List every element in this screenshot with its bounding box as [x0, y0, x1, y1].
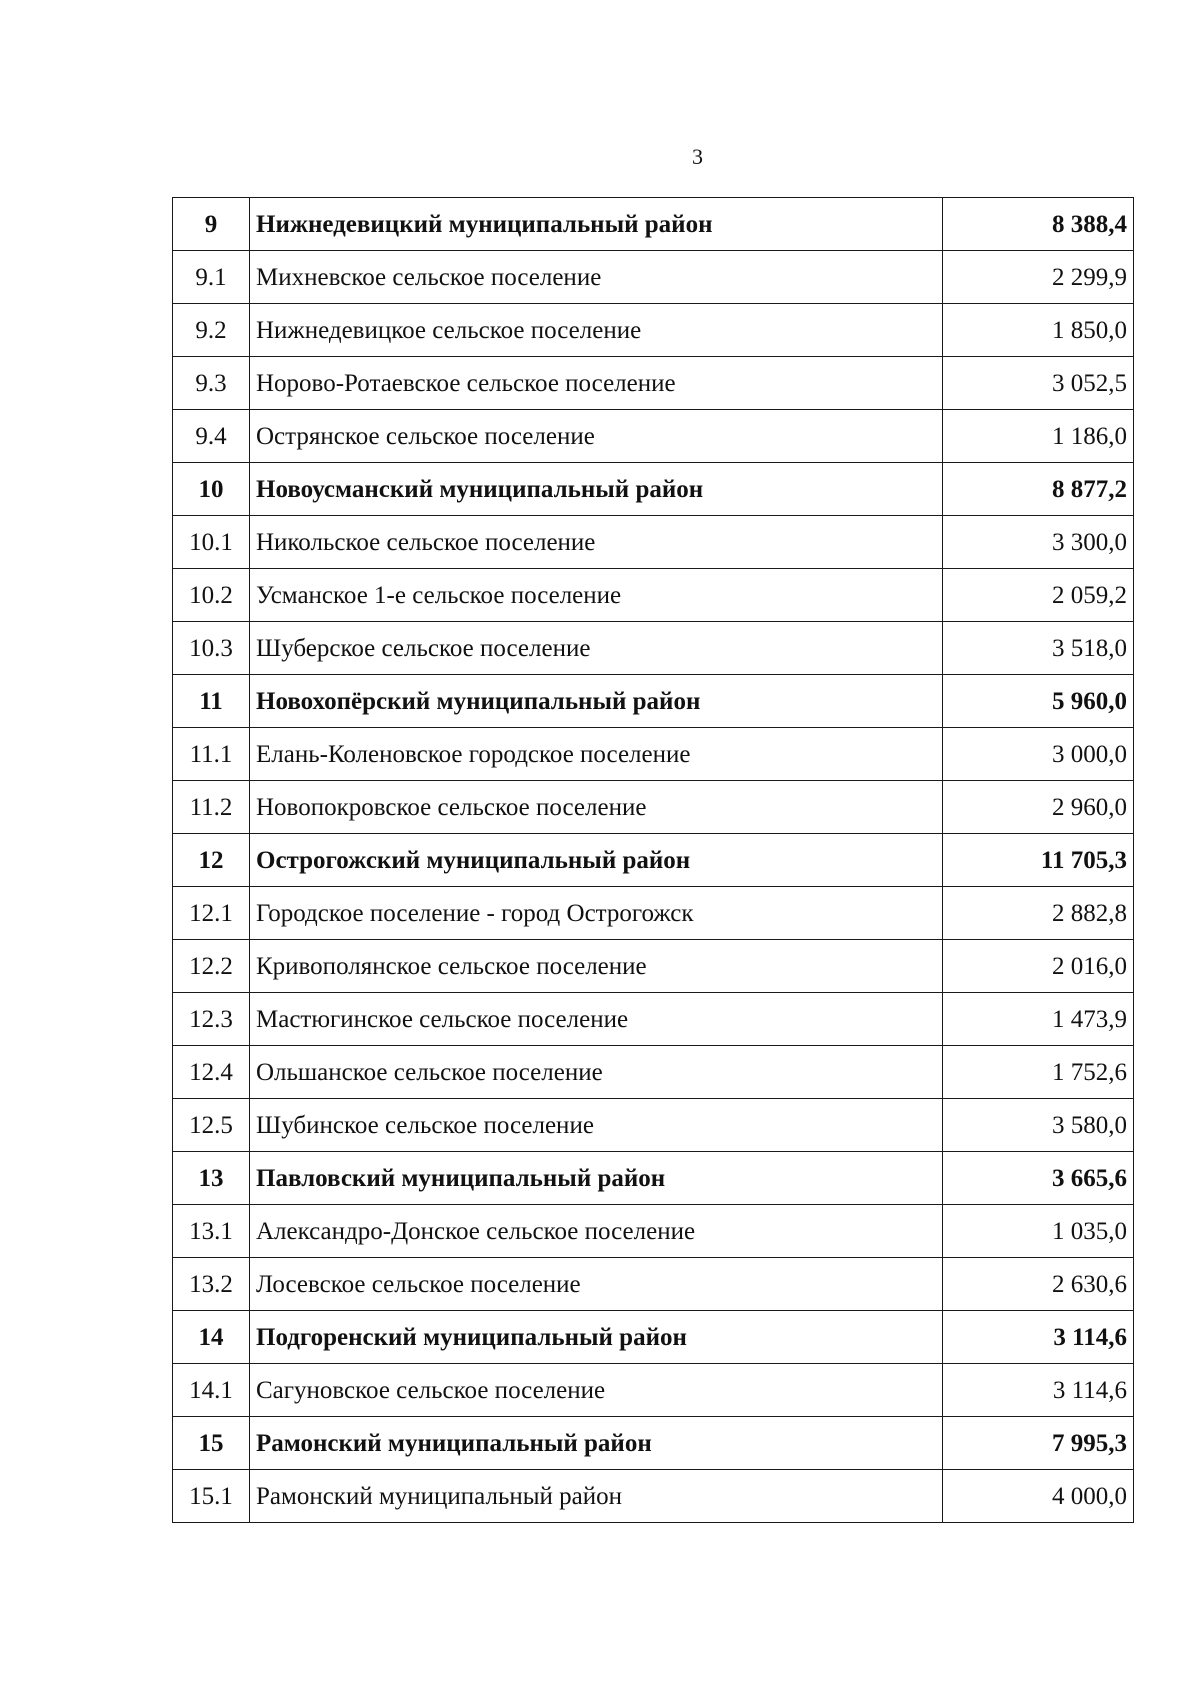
- distribution-table: [172, 197, 1134, 1523]
- row-number: 15: [173, 1417, 250, 1470]
- row-number: 12.5: [173, 1099, 250, 1152]
- row-name: Сагуновское сельское поселение: [250, 1364, 943, 1417]
- row-amount: 3 665,6: [943, 1152, 1134, 1205]
- row-amount: 5 960,0: [943, 675, 1134, 728]
- row-amount: 3 052,5: [943, 357, 1134, 410]
- row-name: Нижнедевицкий муниципальный район: [250, 198, 943, 251]
- row-amount: 8 877,2: [943, 463, 1134, 516]
- row-amount: 3 114,6: [943, 1364, 1134, 1417]
- row-amount: 2 960,0: [943, 781, 1134, 834]
- row-amount: 1 186,0: [943, 410, 1134, 463]
- row-name: Новоусманский муниципальный район: [250, 463, 943, 516]
- district-row: [173, 675, 1134, 728]
- row-amount: 3 000,0: [943, 728, 1134, 781]
- row-amount: 3 580,0: [943, 1099, 1134, 1152]
- page-number: 3: [692, 144, 703, 169]
- district-row: [173, 463, 1134, 516]
- row-amount: 4 000,0: [943, 1470, 1134, 1523]
- row-number: 12.3: [173, 993, 250, 1046]
- row-amount: 2 630,6: [943, 1258, 1134, 1311]
- row-amount: 1 752,6: [943, 1046, 1134, 1099]
- table-body: [173, 198, 1134, 1523]
- district-row: [173, 1311, 1134, 1364]
- settlement-row: [173, 1258, 1134, 1311]
- settlement-row: [173, 1205, 1134, 1258]
- row-number: 14: [173, 1311, 250, 1364]
- row-amount: 3 114,6: [943, 1311, 1134, 1364]
- settlement-row: [173, 887, 1134, 940]
- row-number: 11: [173, 675, 250, 728]
- row-number: 13.1: [173, 1205, 250, 1258]
- row-number: 11.1: [173, 728, 250, 781]
- row-amount: 2 059,2: [943, 569, 1134, 622]
- settlement-row: [173, 1364, 1134, 1417]
- row-name: Норово-Ротаевское сельское поселение: [250, 357, 943, 410]
- row-name: Нижнедевицкое сельское поселение: [250, 304, 943, 357]
- row-name: Острогожский муниципальный район: [250, 834, 943, 887]
- row-amount: 3 518,0: [943, 622, 1134, 675]
- row-number: 11.2: [173, 781, 250, 834]
- row-amount: 11 705,3: [943, 834, 1134, 887]
- row-name: Рамонский муниципальный район: [250, 1470, 943, 1523]
- district-row: [173, 1152, 1134, 1205]
- row-number: 9.4: [173, 410, 250, 463]
- row-number: 12.2: [173, 940, 250, 993]
- row-amount: 1 850,0: [943, 304, 1134, 357]
- row-name: Острянское сельское поселение: [250, 410, 943, 463]
- settlement-row: [173, 940, 1134, 993]
- row-name: Никольское сельское поселение: [250, 516, 943, 569]
- row-amount: 2 016,0: [943, 940, 1134, 993]
- settlement-row: [173, 993, 1134, 1046]
- row-name: Лосевское сельское поселение: [250, 1258, 943, 1311]
- row-amount: 8 388,4: [943, 198, 1134, 251]
- row-number: 10: [173, 463, 250, 516]
- settlement-row: [173, 728, 1134, 781]
- row-number: 9: [173, 198, 250, 251]
- row-amount: 1 035,0: [943, 1205, 1134, 1258]
- district-row: [173, 1417, 1134, 1470]
- row-number: 12: [173, 834, 250, 887]
- row-number: 10.2: [173, 569, 250, 622]
- row-name: Новопокровское сельское поселение: [250, 781, 943, 834]
- settlement-row: [173, 516, 1134, 569]
- settlement-row: [173, 410, 1134, 463]
- row-name: Новохопёрский муниципальный район: [250, 675, 943, 728]
- row-name: Александро-Донское сельское поселение: [250, 1205, 943, 1258]
- row-name: Шуберское сельское поселение: [250, 622, 943, 675]
- row-number: 14.1: [173, 1364, 250, 1417]
- row-amount: 2 882,8: [943, 887, 1134, 940]
- row-number: 12.4: [173, 1046, 250, 1099]
- row-number: 13: [173, 1152, 250, 1205]
- settlement-row: [173, 251, 1134, 304]
- settlement-row: [173, 1470, 1134, 1523]
- row-number: 12.1: [173, 887, 250, 940]
- row-name: Елань-Коленовское городское поселение: [250, 728, 943, 781]
- row-number: 9.2: [173, 304, 250, 357]
- row-name: Ольшанское сельское поселение: [250, 1046, 943, 1099]
- row-name: Кривополянское сельское поселение: [250, 940, 943, 993]
- row-number: 9.1: [173, 251, 250, 304]
- settlement-row: [173, 781, 1134, 834]
- row-number: 13.2: [173, 1258, 250, 1311]
- row-amount: 1 473,9: [943, 993, 1134, 1046]
- row-number: 10.1: [173, 516, 250, 569]
- settlement-row: [173, 1099, 1134, 1152]
- row-name: Городское поселение - город Острогожск: [250, 887, 943, 940]
- settlement-row: [173, 569, 1134, 622]
- row-name: Усманское 1-е сельское поселение: [250, 569, 943, 622]
- row-name: Рамонский муниципальный район: [250, 1417, 943, 1470]
- row-name: Мастюгинское сельское поселение: [250, 993, 943, 1046]
- row-number: 9.3: [173, 357, 250, 410]
- row-amount: 3 300,0: [943, 516, 1134, 569]
- row-number: 10.3: [173, 622, 250, 675]
- settlement-row: [173, 622, 1134, 675]
- row-amount: 7 995,3: [943, 1417, 1134, 1470]
- row-number: 15.1: [173, 1470, 250, 1523]
- row-amount: 2 299,9: [943, 251, 1134, 304]
- row-name: Подгоренский муниципальный район: [250, 1311, 943, 1364]
- row-name: Шубинское сельское поселение: [250, 1099, 943, 1152]
- settlement-row: [173, 304, 1134, 357]
- district-row: [173, 834, 1134, 887]
- settlement-row: [173, 357, 1134, 410]
- district-row: [173, 198, 1134, 251]
- settlement-row: [173, 1046, 1134, 1099]
- row-name: Михневское сельское поселение: [250, 251, 943, 304]
- row-name: Павловский муниципальный район: [250, 1152, 943, 1205]
